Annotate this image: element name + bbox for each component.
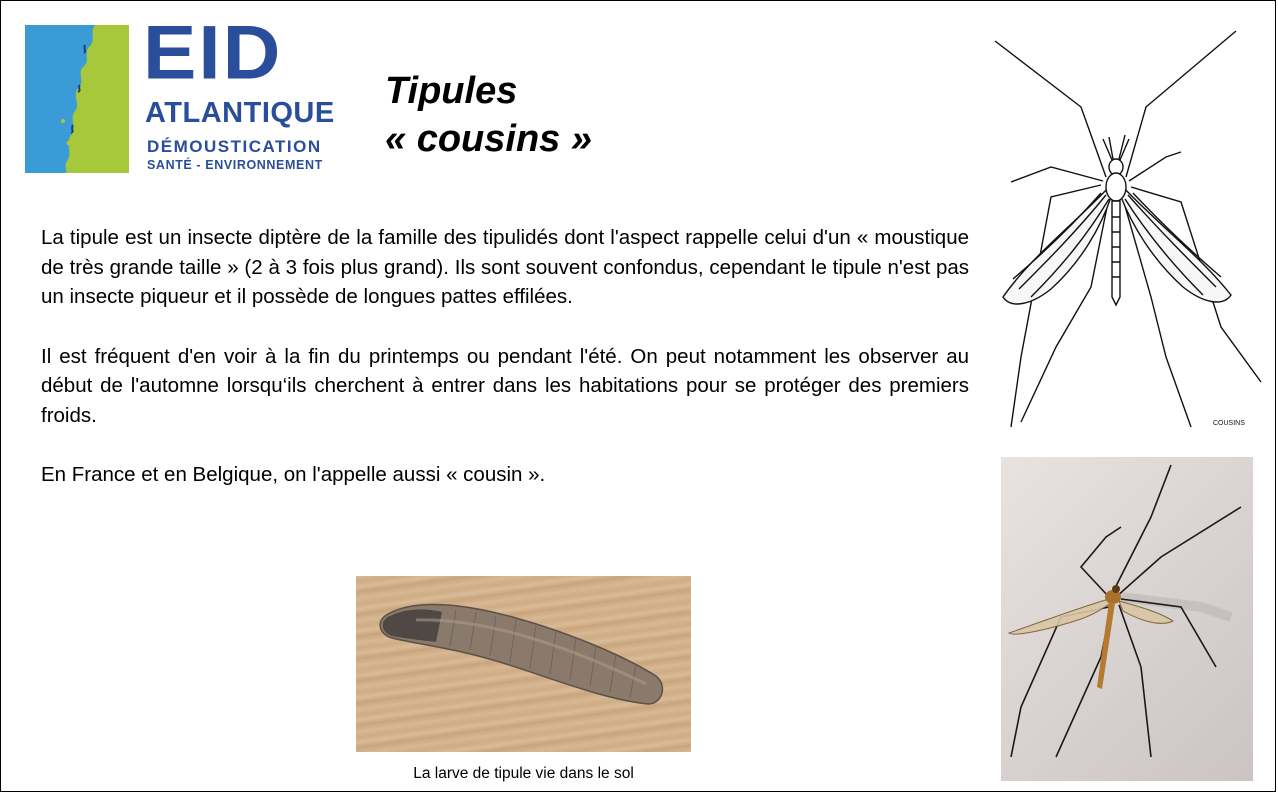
paragraph-description: La tipule est un insecte diptère de la famille des tipulidés dont l'aspect rappelle celui d'un « moustique de très grande taille » (2 à 3 fois plus grand). Ils sont souvent confondus, cependant le tipule n'est pas un insecte piqueur et il possède de longues pattes effilées.	[41, 226, 969, 308]
title-line-1: Tipules	[385, 70, 518, 112]
paragraph-season: Il est fréquent d'en voir à la fin du printemps ou pendant l'été. On peut notamment les observer au début de l'automne lorsqu‘ils cherchent à entrer dans les habitations pour se protéger des premiers froids.	[41, 344, 969, 427]
body-text	[41, 223, 969, 520]
crane-fly-drawing	[991, 27, 1266, 437]
eid-atlantique-logo	[25, 10, 335, 175]
page-title	[385, 67, 592, 163]
title-line-2: « cousins »	[385, 118, 592, 160]
larva-photo	[356, 576, 691, 752]
logo-atlantique-text: ATLANTIQUE	[145, 97, 335, 129]
coastline-map-graphic	[25, 25, 129, 173]
logo-sante-environnement-text: SANTÉ - ENVIRONNEMENT	[147, 158, 323, 172]
drawing-signature: COUSINS	[1213, 420, 1245, 427]
larva-caption: La larve de tipule vie dans le sol	[413, 765, 634, 782]
logo-demoustication-text: DÉMOUSTICATION	[147, 137, 322, 156]
logo-eid-text: EID	[143, 10, 283, 95]
paragraph-naming: En France et en Belgique, on l'appelle aussi « cousin ».	[41, 463, 546, 486]
crane-fly-photo	[1001, 457, 1253, 781]
